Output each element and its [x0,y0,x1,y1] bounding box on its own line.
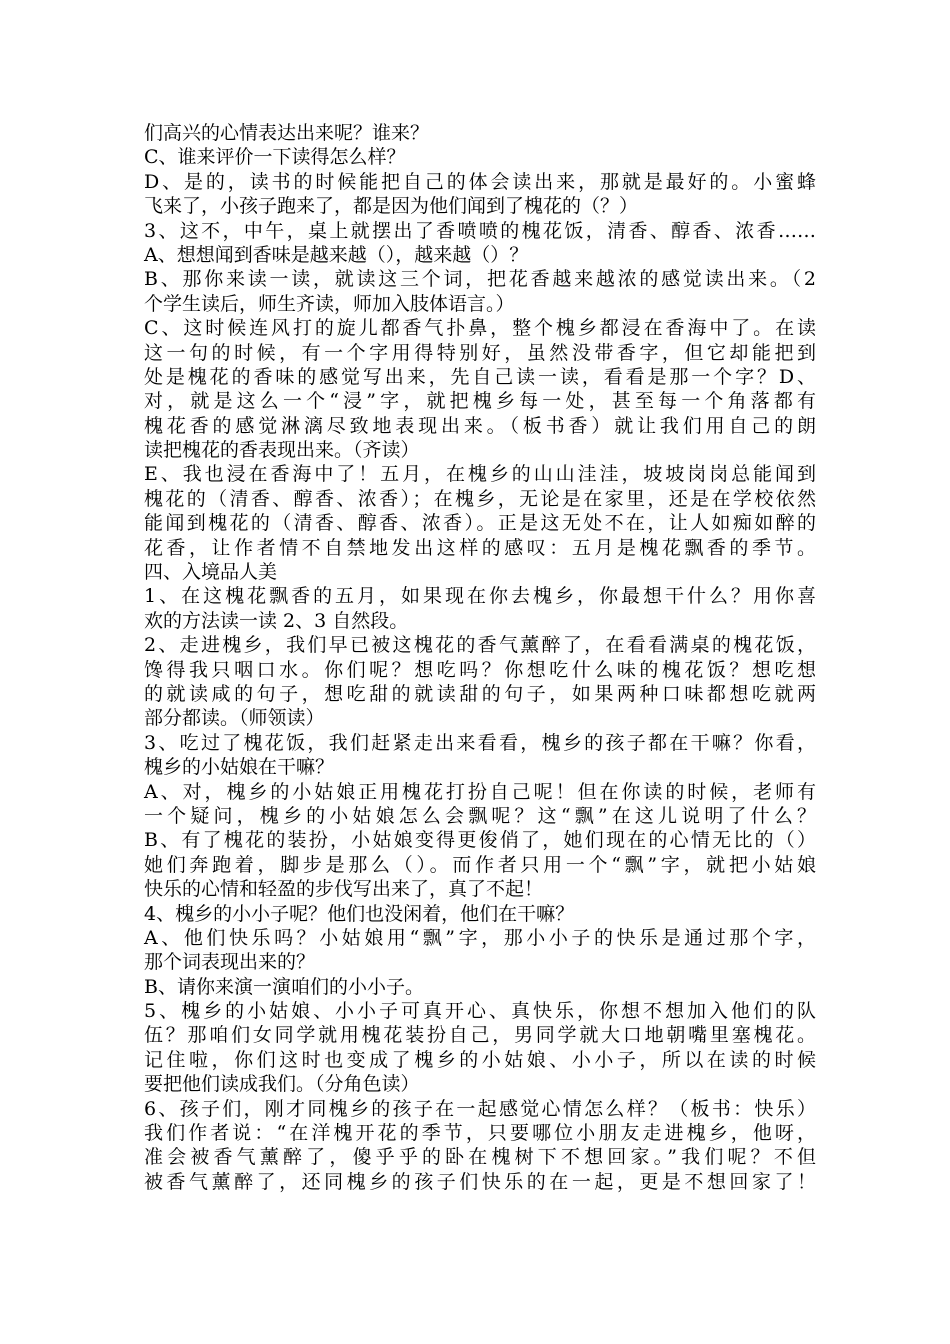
text-line: 那个词表现出来的？ [144,951,316,974]
text-line: 伍？那咱们女同学就用槐花装扮自己，男同学就大口地朝嘴里塞槐花。 [144,1024,816,1047]
text-line: D、是的，读书的时候能把自己的体会读出来，那就是最好的。小蜜蜂 [144,170,816,193]
text-line: 能闻到槐花的（清香、醇香、浓香）。正是这无处不在，让人如痴如醉的 [144,512,816,535]
text-line: 4、槐乡的小小子呢？他们也没闲着，他们在干嘛？ [144,902,575,925]
text-line: 槐花香的感觉淋漓尽致地表现出来。（板书香）就让我们用自己的朗 [144,414,816,437]
text-line: 对，就是这么一个“浸”字，就把槐乡每一处，甚至每一个角落都有 [144,390,816,413]
text-line: 被香气薰醉了，还同槐乡的孩子们快乐的在一起，更是不想回家了！ [144,1170,816,1193]
text-line: 3、吃过了槐花饭，我们赶紧走出来看看，槐乡的孩子都在干嘛？你看， [144,731,816,754]
text-line: 处是槐花的香味的感觉写出来，先自己读一读，看看是那一个字？D、 [144,365,816,388]
text-line: 读把槐花的香表现出来。（齐读） [144,439,420,462]
text-line: 我们作者说：“在洋槐开花的季节，只要哪位小朋友走进槐乡，他呀， [144,1122,816,1145]
text-line: 准会被香气薰醉了，傻乎乎的卧在槐树下不想回家。”我们呢？不但 [144,1146,816,1169]
lesson-plan-text [144,121,816,1194]
text-line: B、那你来读一读，就读这三个词，把花香越来越浓的感觉读出来。（2 [144,268,816,291]
text-line: 馋得我只咽口水。你们呢？想吃吗？你想吃什么味的槐花饭？想吃想 [144,658,816,681]
text-line: 飞来了，小孩子跑来了，都是因为他们闻到了槐花的（？） [144,195,639,218]
text-line: 5、槐乡的小姑娘、小小子可真开心、真快乐，你想不想加入他们的队 [144,1000,816,1023]
text-line: 3、这不，中午，桌上就摆出了香喷喷的槐花饭，清香、醇香、浓香…… [144,219,816,242]
text-line: 个学生读后，师生齐读，师加入肢体语言。） [144,292,515,315]
text-line: C、这时候连风打的旋儿都香气扑鼻，整个槐乡都浸在香海中了。在读 [144,317,816,340]
text-line: 部分都读。（师领读） [144,707,325,730]
text-line: 槐乡的小姑娘在干嘛？ [144,756,335,779]
text-line: 槐花的（清香、醇香、浓香）；在槐乡，无论是在家里，还是在学校依然 [144,487,816,510]
text-line: 她们奔跑着，脚步是那么（）。而作者只用一个“飘”字，就把小姑娘 [144,853,816,876]
text-line: B、有了槐花的装扮，小姑娘变得更俊俏了，她们现在的心情无比的（） [144,829,816,852]
text-line: 6、孩子们，刚才同槐乡的孩子在一起感觉心情怎么样？（板书：快乐） [144,1097,816,1120]
text-line: 的就读咸的句子，想吃甜的就读甜的句子，如果两种口味都想吃就两 [144,682,816,705]
text-line: 快乐的心情和轻盈的步伐写出来了，真了不起！ [144,878,544,901]
text-line: A、想想闻到香味是越来越（），越来越（）？ [144,243,529,266]
text-line: 记住啦，你们这时也变成了槐乡的小姑娘、小小子，所以在读的时候 [144,1048,816,1071]
text-line: 1、在这槐花飘香的五月，如果现在你去槐乡，你最想干什么？用你喜 [144,585,816,608]
text-line: 这一句的时候，有一个字用得特别好，虽然没带香字，但它却能把到 [144,341,816,364]
text-line: B、请你来演一演咱们的小小子。 [144,975,424,998]
text-line: 们高兴的心情表达出来呢？谁来？ [144,122,430,144]
text-line: 四、入境品人美 [144,561,278,584]
text-line: 花香，让作者情不自禁地发出这样的感叹：五月是槐花飘香的季节。 [144,536,816,559]
text-line: C、谁来评价一下读得怎么样？ [144,146,406,169]
text-line: 要把他们读成我们。（分角色读） [144,1073,420,1096]
text-line: E、我也浸在香海中了！五月，在槐乡的山山洼洼，坡坡岗岗总能闻到 [144,463,816,486]
text-line: 2、走进槐乡，我们早已被这槐花的香气薰醉了，在看看满桌的槐花饭， [144,634,816,657]
text-line: 一个疑问，槐乡的小姑娘怎么会飘呢？这“飘”在这儿说明了什么？ [144,804,816,827]
text-line: 欢的方法读一读 2、3 自然段。 [144,609,409,632]
text-line: A、对，槐乡的小姑娘正用槐花打扮自己呢！但在你读的时候，老师有 [144,780,816,803]
text-line: A、他们快乐吗？小姑娘用“飘”字，那小小子的快乐是通过那个字， [144,926,816,949]
